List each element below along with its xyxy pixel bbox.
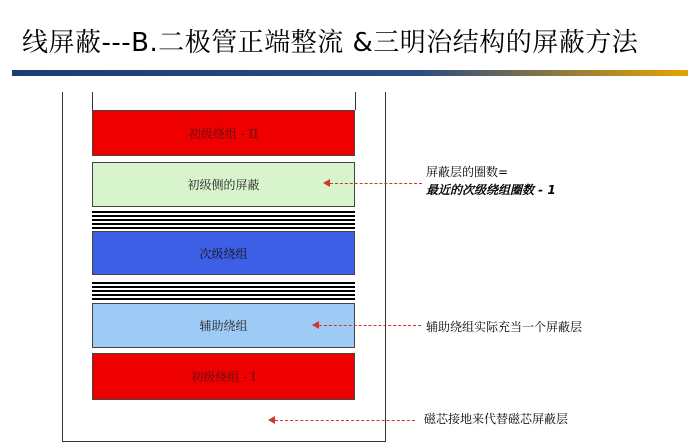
- primary-winding-1: [92, 353, 355, 400]
- shield-arrow-line: [330, 183, 422, 184]
- auxiliary-arrow-line: [319, 325, 421, 326]
- core-ground-note: 磁芯接地来代替磁芯屏蔽层: [424, 412, 569, 426]
- primary-winding-2: [92, 110, 355, 156]
- primary-winding-2-label: 初级绕组 - II: [188, 126, 259, 141]
- auxiliary-winding-label: 辅助绕组: [199, 319, 248, 333]
- shield-turns-formula: 最近的次级绕组圈数 - 1: [426, 183, 556, 197]
- insulation-lines-top: [92, 211, 355, 231]
- primary-side-shield: [92, 162, 355, 207]
- core-left-edge: [62, 92, 63, 442]
- primary-winding-1-label: 初级绕组 - I: [191, 370, 256, 384]
- auxiliary-arrow-head: [312, 321, 319, 329]
- bobbin-right-edge: [355, 92, 356, 110]
- secondary-winding: [92, 231, 355, 275]
- core-right-edge: [385, 92, 386, 442]
- core-arrow-line: [275, 420, 415, 421]
- core-bottom-edge: [62, 441, 386, 442]
- shield-turns-label: 屏蔽层的圈数=: [426, 165, 509, 179]
- core-arrow-head: [268, 416, 275, 424]
- title-divider: [12, 70, 688, 76]
- auxiliary-note: 辅助绕组实际充当一个屏蔽层: [426, 320, 583, 334]
- shield-arrow-head: [323, 179, 330, 187]
- secondary-winding-label: 次级绕组: [199, 246, 248, 261]
- primary-side-shield-label: 初级侧的屏蔽: [187, 178, 260, 192]
- page-title: 线屏蔽---B.二极管正端整流 &三明治结构的屏蔽方法: [22, 28, 639, 58]
- bobbin-left-edge: [92, 92, 93, 110]
- insulation-lines-bottom: [92, 282, 355, 302]
